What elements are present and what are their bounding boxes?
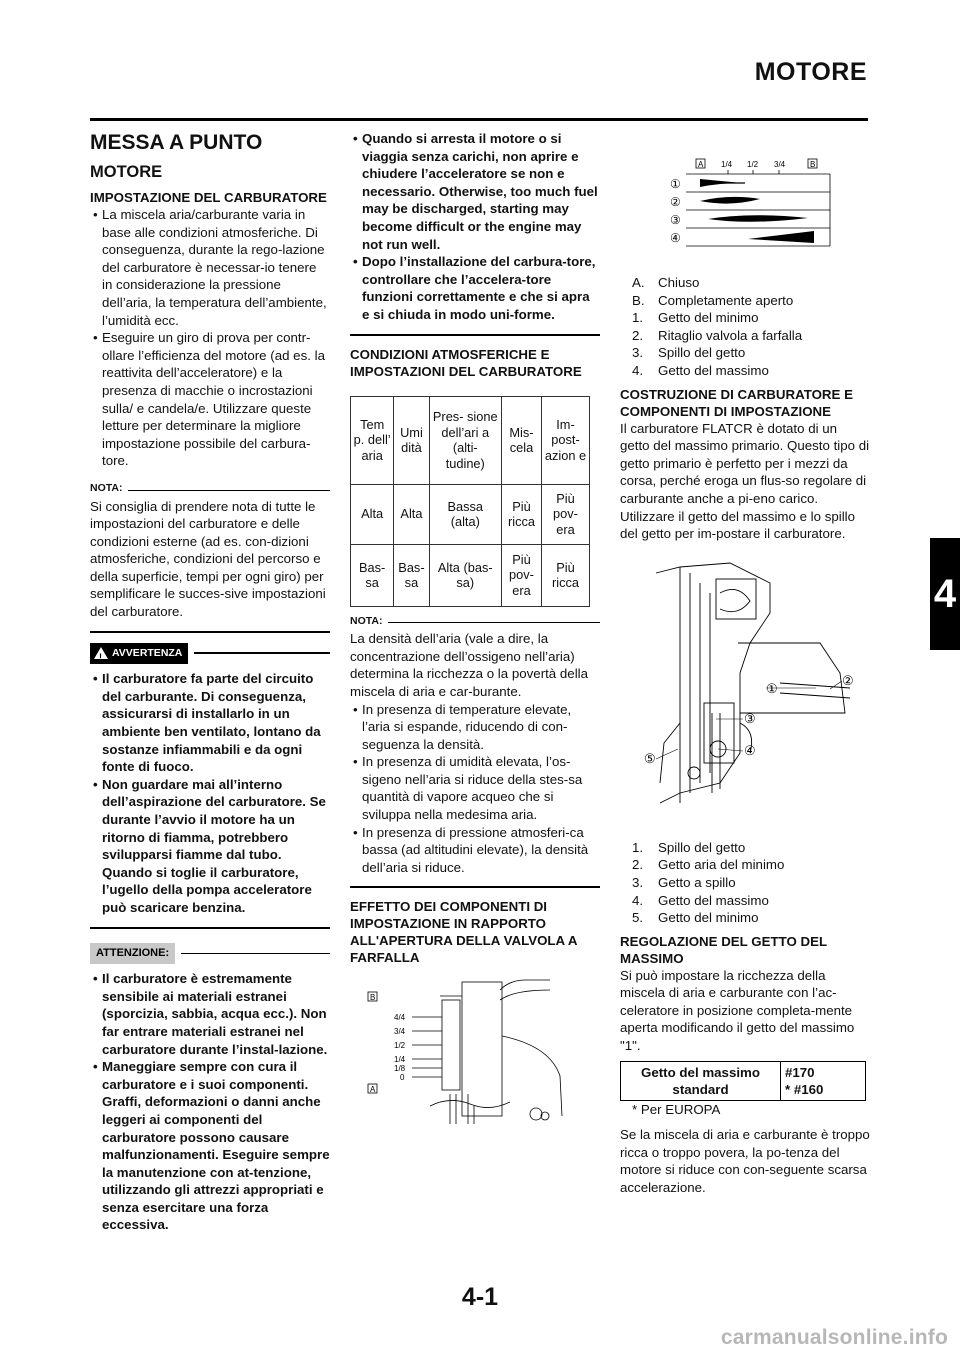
section-tab[interactable]: 4: [930, 538, 960, 650]
note-header: [90, 480, 330, 498]
table-header-cell: Umi dità: [394, 396, 429, 484]
section-heading: IMPOSTAZIONE DEL CARBURATORE: [90, 190, 327, 205]
chart-label-a: A: [698, 160, 704, 169]
warning-label: AVVERTENZA: [112, 646, 183, 659]
fig-label-1-2: 1/2: [394, 1041, 406, 1051]
carburator-cutaway-figure: [620, 553, 870, 829]
callout-2: ②: [842, 672, 854, 688]
warning-bullet-list: [90, 670, 330, 916]
spec-value-standard: #170: [785, 1064, 815, 1080]
note-header: [350, 613, 600, 631]
note-label: NOTA:: [350, 614, 383, 627]
divider: [90, 631, 330, 633]
fig-label-3-4: 3/4: [394, 1027, 406, 1037]
chart-row-2: ②: [670, 195, 681, 209]
construction-text: Il carburatore FLATCR è dotato di un getto del massimo primario. Questo tipo di getto primario è perfetto per i mezzi da corsa, perché eroga un flus-so regolare di carburante anche a pi-eno carico. Utilizzare il getto del massimo e lo spillo del getto per im-postare il carburatore.: [620, 420, 870, 542]
note-bullet-list: [350, 701, 600, 877]
fig-label-0: 0: [400, 1073, 405, 1083]
callout-4: ④: [744, 742, 756, 758]
table-header-cell: Mis- cela: [501, 396, 541, 484]
page-number: 4-1: [461, 1283, 499, 1311]
table-cell: Più pov- era: [542, 484, 590, 544]
table-header-cell: Pres- sione dell’ari a (alti- tudine): [429, 396, 501, 484]
warning-header: [90, 643, 330, 665]
conditions-table: [350, 396, 590, 607]
effect-heading: EFFETTO DEI COMPONENTI DI IMPOSTAZIONE IN RAPPORTO ALL'APERTURA DELLA VALVOLA A FARFALLA: [350, 899, 577, 966]
legend-item: 5. Getto del minimo: [632, 910, 759, 926]
caution-header: [90, 943, 330, 965]
divider: [350, 334, 600, 336]
throttle-opening-figure: [350, 976, 600, 1124]
construction-heading: COSTRUZIONE DI CARBURATORE E COMPONENTI DI IMPOSTAZIONE: [620, 386, 853, 419]
legend-item: 4. Getto del massimo: [632, 892, 769, 908]
list-item: • Maneggiare sempre con cura il carburatore e i suoi componenti. Graffi, deformazioni o danni anche leggeri ai componenti del carburatore possono causare malfunzionamenti. Eseguire sempre la manutenzione con at-tenzione, utilizzando gli attrezzi appropriati e senza esercitare una forza eccessiva.: [90, 1058, 330, 1234]
table-cell: Bas- sa: [394, 544, 429, 606]
legend-item: B. Completamente aperto: [632, 292, 794, 308]
legend-item: A. Chiuso: [632, 275, 700, 290]
page-header-title: MOTORE: [754, 58, 867, 86]
fig-label-4-4: 4/4: [394, 1013, 406, 1023]
spec-note: * Per EUROPA: [632, 1101, 721, 1117]
main-jet-text: Si può impostare la ricchezza della miscela di aria e carburante con l’ac-celeratore in posizione completa-mente aperta modificando il getto del massimo "1".: [620, 967, 855, 1054]
caution-bullet-list: [90, 970, 330, 1234]
table-cell: Più ricca: [542, 544, 590, 606]
chart-label-1-2: 1/2: [747, 160, 759, 169]
fig-label-1-4: 1/4: [394, 1055, 406, 1065]
fig-label-1-8: 1/8: [394, 1064, 406, 1074]
caution-bullet-list-cont: [350, 130, 600, 324]
note-text: La densità dell’aria (vale a dire, la concentrazione dell’ossigeno nell’aria) determina la ricchezza o la povertà della miscela di aria e car-burante.: [350, 631, 588, 699]
watermark: carmanualsonline.info: [720, 1326, 948, 1349]
legend-item: 3. Spillo del getto: [632, 345, 746, 361]
list-item: • Non guardare mai all’interno dell’aspirazione del carburatore. Se durante l’avvio il motore ha un ritorno di fiamma, potrebbero svilupparsi fiamme dal tubo. Quando si toglie il carburatore, l’ugello della pompa acceleratore può scaricare benzina.: [90, 776, 330, 917]
chart-label-3-4: 3/4: [774, 160, 786, 169]
section-subtitle: MOTORE: [90, 163, 163, 181]
list-item: • La miscela aria/carburante varia in base alle condizioni atmosferiche. Di conseguenza, durante la rego-lazione del carburatore è necessar-io tenere in considerazione la pressione dell’aria, la temperatura dell’ambiente, l’umidità ecc.: [90, 206, 330, 329]
table-row: [351, 484, 590, 544]
legend-item: 2. Ritaglio valvola a farfalla: [632, 327, 803, 343]
caution-label: ATTENZIONE:: [90, 943, 175, 965]
spec-label: Getto del massimo standard: [621, 1061, 781, 1100]
table-cell: Più ricca: [501, 484, 541, 544]
column-middle: [350, 130, 600, 1124]
note-label: NOTA:: [90, 481, 123, 494]
legend-item: 1. Spillo del getto: [632, 839, 746, 855]
table-cell: Alta: [394, 484, 429, 544]
legend-item: 4. Getto del massimo: [632, 362, 769, 378]
list-item: • Il carburatore fa parte del circuito del carburante. Di conseguenza, assicurarsi di installarlo in un ambiente ben ventilato, lontano da sostanze infiammabili e da ogni fonte di fuoco.: [90, 670, 330, 776]
list-item: • In presenza di umidità elevata, l’os-sigeno nell’aria si riduce della stes-sa quantità di vapore acqueo che si sviluppa nella medesima aria.: [350, 753, 600, 823]
conditions-heading: CONDIZIONI ATMOSFERICHE E IMPOSTAZIONI DEL CARBURATORE: [350, 346, 582, 379]
column-right: [620, 150, 870, 1197]
list-item: • In presenza di temperature elevate, l’aria si espande, riducendo di con-seguenza la densità.: [350, 701, 600, 754]
chart-row-3: ③: [670, 213, 681, 227]
table-cell: Bassa (alta): [429, 484, 501, 544]
header-rule: [90, 118, 868, 121]
main-jet-spec-table: [620, 1061, 866, 1101]
chart-row-4: ④: [670, 231, 681, 245]
table-header-cell: Tem p. dell’ aria: [351, 396, 394, 484]
legend-item: 3. Getto a spillo: [632, 874, 736, 890]
fig-label-b: B: [370, 993, 376, 1003]
divider: [90, 927, 330, 929]
list-item: • Il carburatore è estremamente sensibile ai materiali estranei (sporcizia, sabbia, acqua ecc.). Non far entrare materiali estranei nel carburatore durante l’instal-lazione.: [90, 970, 330, 1058]
list-item: • Quando si arresta il motore o si viaggia senza carichi, non aprire e chiudere l’acceleratore se non e necessario. Otherwise, too much fuel may be discharged, starting may become difficult or the engine may not run well.: [350, 130, 600, 253]
table-cell: Più pov- era: [501, 544, 541, 606]
list-item: • In presenza di pressione atmosferi-ca bassa (ad altitudini elevate), la densità dell’aria si riduce.: [350, 824, 600, 877]
chart-legend: [632, 274, 870, 380]
callout-1: ①: [766, 680, 778, 696]
legend-item: 1. Getto del minimo: [632, 310, 759, 326]
note-text: Si consiglia di prendere nota di tutte le impostazioni del carburatore e delle condizioni esterne (ad es. con-dizioni atmosferiche, condizioni del percorso e della superficie, tempi per ogni giro) per semplificare le succes-sive impostazioni del carburatore.: [90, 498, 326, 620]
warning-triangle-icon: !: [94, 647, 108, 659]
callout-5: ⑤: [644, 750, 656, 766]
main-jet-heading: REGOLAZIONE DEL GETTO DEL MASSIMO: [620, 933, 827, 966]
chart-row-1: ①: [670, 177, 681, 191]
table-row: [351, 544, 590, 606]
page-title: MESSA A PUNTO: [90, 131, 263, 154]
list-item: • Dopo l’installazione del carbura-tore, controllare che l’accelera-tore funzioni correttamente e che si apra e si chiuda in modo uni-forme.: [350, 253, 600, 323]
table-cell: Alta (bas- sa): [429, 544, 501, 606]
divider: [350, 886, 600, 888]
jet-effect-chart: [620, 150, 870, 250]
callout-3: ③: [744, 710, 756, 726]
table-header-row: [351, 396, 590, 484]
chart-label-b: B: [810, 160, 816, 169]
column-left: [90, 124, 330, 1234]
legend-item: 2. Getto aria del minimo: [632, 857, 785, 873]
warning-badge: [90, 643, 188, 665]
table-cell: Bas- sa: [351, 544, 394, 606]
table-header-cell: Im- post- azion e: [542, 396, 590, 484]
table-cell: Alta: [351, 484, 394, 544]
chart-label-1-4: 1/4: [721, 160, 733, 169]
fig-label-a: A: [370, 1085, 376, 1095]
spec-value-europe: * #160: [785, 1081, 824, 1097]
intro-bullet-list: [90, 206, 330, 470]
spec-values: [781, 1061, 866, 1100]
table-row: [621, 1061, 866, 1100]
figure-legend: [632, 839, 870, 927]
list-item: • Eseguire un giro di prova per contr-ollare l’efficienza del motore (ad es. la reattivita dell’acceleratore) e la presenza di macchie o incrostazioni sulla/ e candela/e. Utilizzare queste letture per determinare la migliore impostazione possibile del carbura-tore.: [90, 329, 330, 470]
final-text: Se la miscela di aria e carburante è troppo ricca o troppo povera, la po-tenza del motore si riduce con con-seguente scarsa accelerazione.: [620, 1127, 870, 1196]
